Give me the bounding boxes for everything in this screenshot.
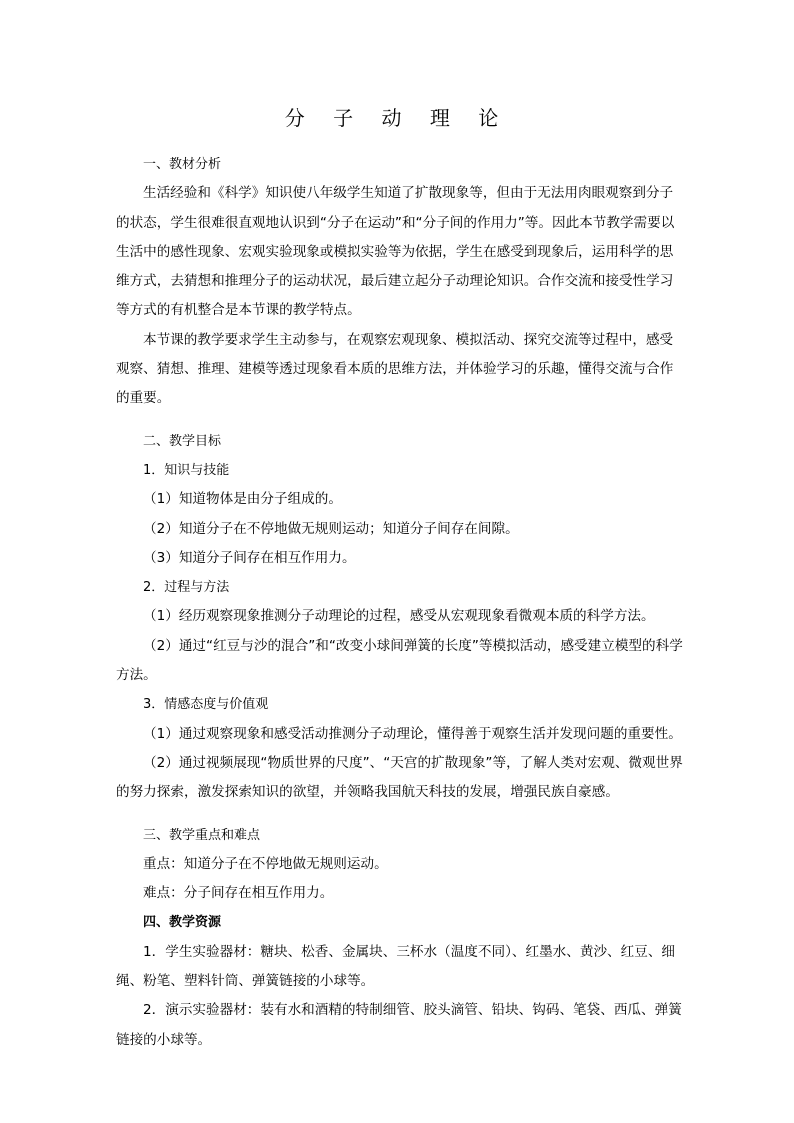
resource-item: 2．演示实验器材：装有水和酒精的特制细管、胶头滴管、铅块、钩码、笔袋、西瓜、弹簧链接的小球等。	[116, 1002, 682, 1048]
goal-item: （1）通过观察现象和感受活动推测分子动理论，懂得善于观察生活并发现问题的重要性。	[143, 725, 682, 742]
resource-item: 1．学生实验器材：糖块、松香、金属块、三杯水（温度不同）、红墨水、黄沙、红豆、细绳、粉笔、塑料针筒、弹簧链接的小球等。	[116, 943, 676, 990]
goal-item: （2）知道分子在不停地做无规则运动；知道分子间存在间隙。	[143, 520, 519, 537]
goal-item: （1）经历观察现象推测分子动理论的过程，感受从宏观现象看微观本质的科学方法。	[143, 608, 655, 625]
paragraph-analysis-2: 本节课的教学要求学生主动参与，在观察宏观现象、模拟活动、探究交流等过程中，感受观察、猜想、推理、建模等透过现象看本质的思维方法，并体验学习的乐趣，懂得交流与合作的重要。	[116, 331, 674, 407]
section-heading-analysis: 一、教材分析	[143, 157, 222, 172]
goal-item: （3）知道分子间存在相互作用力。	[143, 549, 356, 566]
goal-item: （1）知道物体是由分子组成的。	[143, 491, 342, 508]
goal-group-knowledge: 1．知识与技能	[143, 462, 230, 478]
document-body	[116, 150, 684, 1055]
section-heading-goals: 二、教学目标	[143, 433, 222, 449]
goal-item: （2）通过“红豆与沙的混合”和“改变小球间弹簧的长度”等模拟活动，感受建立模型的科学方法。	[116, 637, 683, 684]
goal-group-attitude: 3．情感态度与价值观	[143, 697, 269, 713]
paragraph-analysis-1: 生活经验和《科学》知识使八年级学生知道了扩散现象等，但由于无法用肉眼观察到分子的状态，学生很难很直观地认识到“分子在运动”和“分子间的作用力”等。因此本节教学需要以生活中的感性现象、宏观实验现象或模拟实验等为依据，学生在感受到现象后，运用科学的思维方式，去猜想和推理分子的运动状况，最后建立起分子动理论知识。合作交流和接受性学习等方式的有机整合是本节课的教学特点。	[116, 185, 675, 319]
key-point: 重点：知道分子在不停地做无规则运动。	[143, 855, 388, 872]
section-heading-key-points: 三、教学重点和难点	[143, 827, 261, 843]
difficult-point: 难点：分子间存在相互作用力。	[143, 885, 334, 902]
goal-group-process: 2．过程与方法	[143, 580, 230, 596]
document-title: 分 子 动 理 论	[284, 106, 510, 130]
goal-item: （2）通过视频展现“物质世界的尺度”、“天宫的扩散现象”等，了解人类对宏观、微观世界的努力探索，激发探索知识的欲望，并领略我国航天科技的发展，增强民族自豪感。	[116, 754, 683, 801]
section-heading-resources: 四、教学资源	[143, 915, 222, 931]
